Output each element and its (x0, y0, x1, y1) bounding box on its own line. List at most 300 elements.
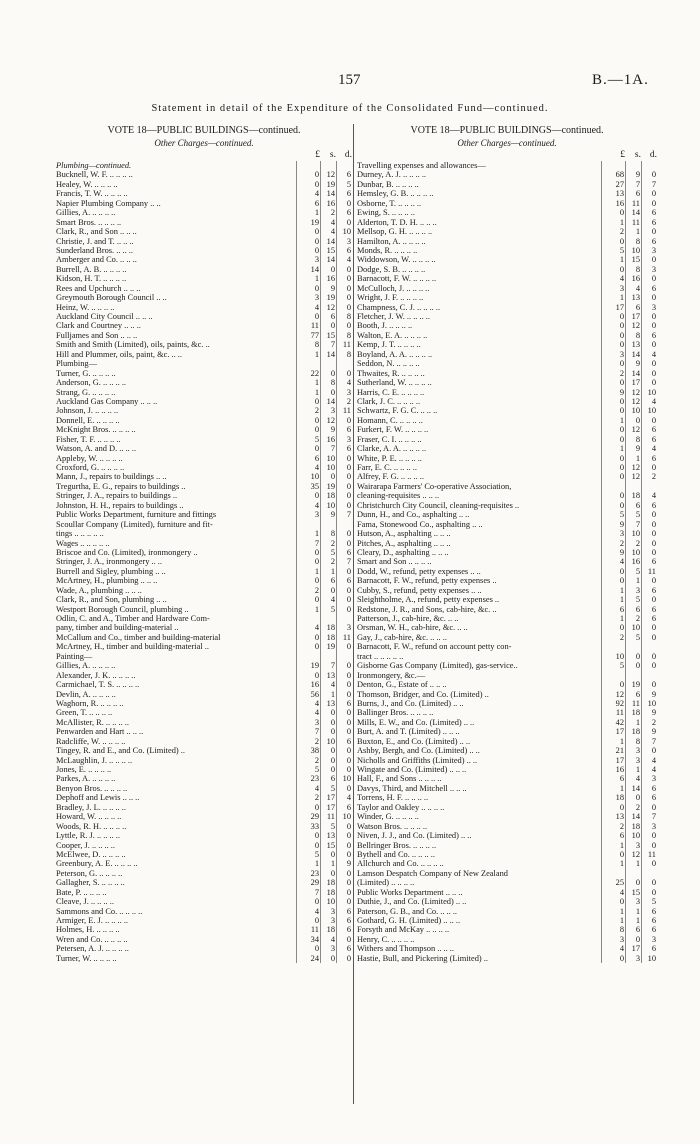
amount-pence: 0 (336, 472, 352, 481)
amount-shillings: 0 (625, 935, 641, 944)
entry-label: Croxford, G. .. .. .. .. (56, 463, 125, 472)
amount-pence: 6 (336, 246, 352, 255)
amount-shillings: 2 (625, 803, 641, 812)
ledger-row (56, 737, 352, 746)
entry-label: Dodge, S. B. .. .. .. .. (357, 264, 426, 274)
amount-pence: 0 (641, 416, 657, 425)
entry-label: Travelling expenses and allowances— (357, 161, 486, 170)
entry-label: Cleary, D., asphalting .. .. .. (357, 547, 449, 557)
amount-pounds: 4 (296, 463, 320, 472)
amount-pounds (601, 869, 625, 878)
amount-pounds: 1 (296, 567, 320, 576)
entry-label: Furkert, F. W. .. .. .. .. (357, 425, 429, 435)
amount-shillings: 4 (320, 935, 336, 944)
amount-pounds: 3 (601, 529, 625, 538)
ledger-row (56, 208, 352, 217)
amount-pounds: 16 (296, 680, 320, 689)
entry-label: Alexander, J. K. .. .. .. .. (56, 670, 136, 680)
ledger-row (357, 189, 657, 198)
entry-label: Kemp, J. T. .. .. .. .. (357, 340, 421, 350)
ledger-row (357, 661, 657, 670)
amount-pence: 0 (336, 303, 352, 312)
amount-shillings (625, 671, 641, 680)
amount-shillings: 2 (320, 208, 336, 217)
amount-shillings: 18 (625, 727, 641, 736)
unit-pence: d. (649, 150, 657, 160)
amount-pounds: 2 (296, 737, 320, 746)
entry-label: Burns, J., and Co. (Limited) .. .. (357, 698, 464, 708)
amount-shillings (320, 614, 336, 623)
entry-label: Penwarden and Hart .. .. .. (56, 727, 144, 737)
amount-shillings: 2 (625, 539, 641, 548)
amount-shillings: 10 (625, 246, 641, 255)
amount-pounds: 0 (296, 576, 320, 585)
amount-shillings: 13 (320, 699, 336, 708)
amount-pence: 0 (336, 765, 352, 774)
amount-shillings: 10 (320, 463, 336, 472)
amount-pounds: 17 (601, 756, 625, 765)
amount-pence: 0 (641, 170, 657, 179)
amount-shillings: 18 (320, 888, 336, 897)
amount-pence: 8 (336, 312, 352, 321)
amount-pence: 0 (641, 529, 657, 538)
entry-label: (Limited) .. .. .. .. (357, 878, 415, 888)
ledger-row (357, 501, 657, 510)
entry-label: Tingey, R. and E., and Co. (Limited) .. (56, 746, 185, 756)
amount-pounds: 0 (296, 416, 320, 425)
amount-pounds: 3 (296, 510, 320, 519)
entry-label: Sutherland, W. .. .. .. .. (357, 378, 432, 388)
amount-pounds: 0 (296, 425, 320, 434)
amount-pence: 0 (641, 576, 657, 585)
amount-pence: 0 (641, 189, 657, 198)
amount-shillings: 14 (625, 369, 641, 378)
amount-pence: 6 (641, 501, 657, 510)
amount-pence: 0 (336, 265, 352, 274)
amount-shillings: 19 (320, 180, 336, 189)
amount-shillings: 9 (320, 510, 336, 519)
entry-label: McCulloch, J. .. .. .. .. (357, 283, 430, 293)
amount-shillings: 19 (320, 642, 336, 651)
amount-pence: 0 (641, 340, 657, 349)
amount-shillings: 5 (625, 510, 641, 519)
entry-label: Thomson, Bridger, and Co. (Limited) .. (357, 689, 489, 699)
amount-pence: 0 (641, 199, 657, 208)
entry-label: Wright, J. F. .. .. .. .. (357, 293, 424, 303)
ledger-row (357, 510, 657, 519)
amount-shillings: 10 (625, 548, 641, 557)
amount-pence: 10 (336, 812, 352, 821)
entry-label: tract .. .. .. .. .. (357, 651, 404, 661)
amount-shillings (320, 652, 336, 661)
amount-shillings: 3 (320, 944, 336, 953)
amount-shillings: 11 (625, 218, 641, 227)
amount-pounds (296, 161, 320, 170)
entry-label: Burrell, A. B. .. .. .. .. (56, 264, 127, 274)
entry-label: Redstone, J. R., and Sons, cab-hire, &c. .. (357, 604, 497, 614)
amount-pence: 10 (336, 227, 352, 236)
amount-pence: 6 (336, 737, 352, 746)
amount-pence: 0 (336, 501, 352, 510)
amount-pence: 0 (336, 369, 352, 378)
amount-shillings: 14 (320, 237, 336, 246)
entry-label: Widdowson, W. .. .. .. .. (357, 255, 436, 265)
ledger-row (56, 454, 352, 463)
ledger-row (56, 321, 352, 330)
ledger-row (357, 208, 657, 217)
amount-pence: 0 (336, 482, 352, 491)
amount-pence: 0 (641, 539, 657, 548)
amount-pounds: 0 (601, 454, 625, 463)
amount-shillings: 19 (320, 293, 336, 302)
amount-shillings: 6 (625, 189, 641, 198)
amount-pence: 4 (641, 756, 657, 765)
amount-pounds: 12 (601, 690, 625, 699)
amount-pence: 4 (641, 350, 657, 359)
ledger-row (56, 303, 352, 312)
ledger-row (56, 274, 352, 283)
amount-shillings: 5 (320, 605, 336, 614)
entry-label: Booth, J. .. .. .. .. (357, 321, 413, 331)
amount-pounds: 1 (601, 784, 625, 793)
entry-label: Greenbury, A. E. .. .. .. .. (56, 859, 138, 869)
ledger-row (357, 548, 657, 557)
amount-pounds: 11 (296, 321, 320, 330)
amount-shillings: 7 (625, 180, 641, 189)
amount-shillings: 15 (625, 888, 641, 897)
amount-shillings: 15 (625, 255, 641, 264)
ledger-row (357, 859, 657, 868)
amount-pounds: 7 (296, 727, 320, 736)
amount-pence: 0 (336, 822, 352, 831)
amount-pence: 0 (336, 680, 352, 689)
entry-label: Barnacott, F. W., refund, petty expenses .. (357, 576, 497, 586)
amount-pounds: 2 (601, 539, 625, 548)
entry-label: Westport Borough Council, plumbing .. (56, 604, 189, 614)
amount-shillings: 5 (320, 784, 336, 793)
ledger-row (357, 690, 657, 699)
amount-pounds (296, 520, 320, 529)
amount-pence (336, 359, 352, 368)
entry-label: Carmichael, T. S. .. .. .. .. (56, 680, 140, 690)
entry-label: Ironmongery, &c.— (357, 670, 426, 680)
amount-pounds: 3 (296, 293, 320, 302)
ledger-row (357, 539, 657, 548)
ledger-row (56, 680, 352, 689)
amount-pence: 0 (336, 463, 352, 472)
entry-label: Sleightholme, A., refund, petty expenses .. (357, 595, 500, 605)
amount-pounds: 2 (296, 793, 320, 802)
ledger-row (56, 567, 352, 576)
amount-pence: 2 (336, 397, 352, 406)
amount-pounds: 0 (296, 180, 320, 189)
entry-label: Gisborne Gas Company (Limited), gas-service.. (357, 661, 518, 671)
entry-label: Francis, T. W. .. .. .. .. (56, 189, 128, 199)
amount-shillings: 12 (320, 416, 336, 425)
amount-pounds: 0 (296, 642, 320, 651)
amount-shillings: 0 (320, 265, 336, 274)
amount-pence (336, 161, 352, 170)
amount-pence: 0 (336, 690, 352, 699)
amount-pence: 0 (336, 784, 352, 793)
amount-pence: 6 (336, 907, 352, 916)
amount-shillings: 2 (320, 539, 336, 548)
ledger-row (357, 482, 657, 491)
entry-label: Odlin, C. and A., Timber and Hardware Com- (56, 614, 210, 623)
ledger-row (56, 227, 352, 236)
amount-shillings: 2 (625, 614, 641, 623)
entry-label: Howard, W. .. .. .. .. (56, 812, 122, 822)
amount-pounds: 33 (296, 822, 320, 831)
entry-label: Davys, Third, and Mitchell .. .. .. (357, 783, 467, 793)
entry-label: Dephoff and Lewis .. .. .. (56, 793, 140, 803)
entry-label: Public Works Department, furniture and fittings (56, 510, 217, 520)
entry-label: Ballinger Bros. .. .. .. .. (357, 708, 434, 718)
amount-shillings: 1 (625, 454, 641, 463)
ledger-row (56, 746, 352, 755)
amount-pence: 0 (336, 935, 352, 944)
entry-label: Hemsley, G. B. .. .. .. .. (357, 189, 434, 199)
amount-pence: 0 (641, 680, 657, 689)
ledger-row (56, 416, 352, 425)
amount-pounds (601, 161, 625, 170)
ledger-row (357, 737, 657, 746)
entry-label: Hamilton, A. .. .. .. .. (357, 236, 426, 246)
amount-shillings (320, 359, 336, 368)
amount-pounds: 0 (601, 491, 625, 500)
entry-label: Christchurch City Council, cleaning-requisites .. (357, 500, 520, 510)
amount-pounds: 0 (296, 246, 320, 255)
entry-label: Fulljames and Son .. .. .. (56, 330, 138, 340)
amount-shillings: 13 (320, 831, 336, 840)
ledger-row (357, 397, 657, 406)
amount-pounds (601, 482, 625, 491)
entry-label: Johnston, H. H., repairs to buildings .. (56, 500, 184, 510)
amount-pence: 11 (336, 340, 352, 349)
amount-pounds: 1 (296, 529, 320, 538)
ledger-row (357, 822, 657, 831)
amount-pence: 0 (641, 888, 657, 897)
amount-shillings: 19 (320, 482, 336, 491)
ledger-row (357, 784, 657, 793)
amount-pounds: 1 (601, 293, 625, 302)
entry-label: Napier Plumbing Company .. .. (56, 198, 161, 208)
amount-shillings: 12 (625, 472, 641, 481)
entry-label: Osborne, T. .. .. .. .. (357, 198, 422, 208)
amount-pence: 4 (336, 255, 352, 264)
amount-pounds: 2 (601, 822, 625, 831)
amount-shillings: 1 (625, 765, 641, 774)
entry-label: Fisher, T. F. .. .. .. .. (56, 434, 121, 444)
amount-pounds: 11 (296, 925, 320, 934)
entry-label: Donnell, E. .. .. .. .. (56, 415, 120, 425)
amount-pence: 0 (336, 708, 352, 717)
amount-pence: 0 (336, 831, 352, 840)
entry-label: Wren and Co. .. .. .. .. (56, 934, 128, 944)
amount-shillings: 19 (625, 680, 641, 689)
entry-label: Clark and Courtney .. .. .. (56, 321, 141, 331)
amount-shillings: 0 (320, 850, 336, 859)
amount-shillings: 7 (320, 340, 336, 349)
amount-pence: 6 (336, 803, 352, 812)
amount-pence: 10 (641, 406, 657, 415)
unit-shillings: s. (329, 150, 336, 160)
amount-shillings: 8 (320, 529, 336, 538)
amount-pence: 6 (641, 916, 657, 925)
ledger-row (357, 850, 657, 859)
amount-shillings: 4 (320, 680, 336, 689)
entry-label: Healey, W. .. .. .. .. (56, 179, 118, 189)
entry-label: Bythell and Co. .. .. .. .. (357, 849, 435, 859)
entry-label: Scoullar Company (Limited), furniture and fit- (56, 519, 213, 529)
entry-label: Pitches, A., asphalting .. .. .. (357, 538, 451, 548)
amount-pounds: 1 (601, 444, 625, 453)
ledger-row (56, 812, 352, 821)
ledger-row (357, 557, 657, 566)
amount-pence: 0 (336, 539, 352, 548)
amount-pence: 2 (641, 472, 657, 481)
ledger-row (357, 463, 657, 472)
amount-pence: 0 (336, 850, 352, 859)
left-column (56, 124, 352, 963)
amount-shillings: 1 (625, 916, 641, 925)
ledger-row (56, 652, 352, 661)
amount-pence: 6 (641, 218, 657, 227)
amount-pounds: 2 (601, 369, 625, 378)
entry-label: Radcliffe, W. .. .. .. .. (56, 736, 126, 746)
entry-label: Burt, A. and T. (Limited) .. .. .. (357, 727, 460, 737)
entry-label: Mellsop, G. H. .. .. .. .. (357, 227, 433, 237)
amount-pence: 5 (641, 897, 657, 906)
ledger-row (357, 340, 657, 349)
entry-label: Greymouth Borough Council .. .. (56, 293, 167, 303)
amount-pounds: 1 (296, 208, 320, 217)
amount-pounds: 2 (296, 586, 320, 595)
amount-pence: 11 (641, 567, 657, 576)
vote-heading: VOTE 18—PUBLIC BUILDINGS—continued. (107, 125, 301, 136)
amount-pence (641, 161, 657, 170)
amount-pounds: 1 (601, 859, 625, 868)
amount-shillings: 0 (320, 388, 336, 397)
amount-shillings: 0 (320, 472, 336, 481)
ledger-row (357, 916, 657, 925)
amount-shillings: 3 (625, 586, 641, 595)
amount-shillings: 12 (625, 425, 641, 434)
entry-label: Devlin, A. .. .. .. .. (56, 689, 116, 699)
amount-pence: 0 (641, 652, 657, 661)
amount-pence: 6 (641, 557, 657, 566)
amount-pounds: 0 (296, 397, 320, 406)
amount-shillings: 12 (625, 397, 641, 406)
ledger-row (357, 293, 657, 302)
amount-shillings: 3 (320, 406, 336, 415)
ledger-row (357, 869, 657, 878)
amount-pence (641, 671, 657, 680)
amount-pounds: 1 (601, 586, 625, 595)
ledger-row (357, 350, 657, 359)
unit-pounds: £ (620, 150, 625, 160)
ledger-row (56, 312, 352, 321)
amount-shillings: 8 (625, 435, 641, 444)
amount-pounds: 1 (296, 605, 320, 614)
ledger-row (357, 925, 657, 934)
amount-pounds: 13 (601, 812, 625, 821)
ledger-row (56, 180, 352, 189)
ledger-row (357, 727, 657, 736)
amount-pounds: 1 (601, 916, 625, 925)
amount-shillings: 6 (320, 774, 336, 783)
entry-label: Smart and Son .. .. .. .. (357, 557, 432, 567)
entry-label: Buxton, E., and Co. (Limited) .. .. (357, 736, 471, 746)
entry-label: Plumbing—continued. (56, 161, 132, 170)
amount-pence: 0 (336, 491, 352, 500)
amount-pounds: 23 (296, 774, 320, 783)
amount-pounds: 35 (296, 482, 320, 491)
entry-label: Sammons and Co. .. .. .. .. (56, 906, 143, 916)
ledger-row (56, 907, 352, 916)
ledger-row (56, 199, 352, 208)
amount-pounds: 4 (601, 888, 625, 897)
amount-pence: 9 (336, 859, 352, 868)
amount-pounds (296, 652, 320, 661)
entry-label: Watson Bros. .. .. .. .. (357, 821, 428, 831)
amount-pence: 11 (641, 850, 657, 859)
amount-shillings: 8 (625, 737, 641, 746)
amount-pounds: 21 (601, 746, 625, 755)
entry-label: Wages .. .. .. .. .. (56, 538, 110, 548)
amount-shillings: 0 (625, 416, 641, 425)
amount-pence: 0 (641, 633, 657, 642)
ledger-row (357, 369, 657, 378)
amount-shillings: 18 (320, 878, 336, 887)
amount-pounds: 0 (296, 841, 320, 850)
ledger-row (56, 293, 352, 302)
amount-pence: 3 (641, 774, 657, 783)
amount-pounds: 0 (601, 425, 625, 434)
amount-pounds: 22 (296, 369, 320, 378)
ledger-row (357, 284, 657, 293)
amount-shillings: 14 (320, 189, 336, 198)
amount-pounds: 2 (296, 756, 320, 765)
ledger-row (56, 444, 352, 453)
amount-pence: 6 (641, 784, 657, 793)
ledger-row (357, 841, 657, 850)
ledger-row (56, 935, 352, 944)
amount-pence: 6 (641, 237, 657, 246)
ledger-row (357, 793, 657, 802)
amount-shillings: 8 (320, 378, 336, 387)
entry-label: Christie, J. and T. .. .. .. (56, 236, 134, 246)
amount-shillings: 16 (625, 557, 641, 566)
amount-shillings: 8 (625, 237, 641, 246)
entry-label: Schwartz, F. G. C. .. .. .. (357, 406, 438, 416)
amount-pounds: 4 (601, 944, 625, 953)
amount-pounds: 3 (296, 718, 320, 727)
amount-shillings (625, 482, 641, 491)
entry-label: Woods, R. H. .. .. .. .. (56, 821, 127, 831)
amount-pounds: 0 (296, 595, 320, 604)
amount-shillings (625, 161, 641, 170)
amount-shillings: 1 (625, 718, 641, 727)
amount-pounds: 2 (296, 406, 320, 415)
amount-pounds: 1 (601, 737, 625, 746)
amount-shillings: 18 (625, 822, 641, 831)
amount-shillings: 5 (320, 822, 336, 831)
ledger-row (56, 350, 352, 359)
amount-pence: 3 (336, 237, 352, 246)
amount-shillings: 1 (320, 859, 336, 868)
amount-shillings: 14 (320, 397, 336, 406)
